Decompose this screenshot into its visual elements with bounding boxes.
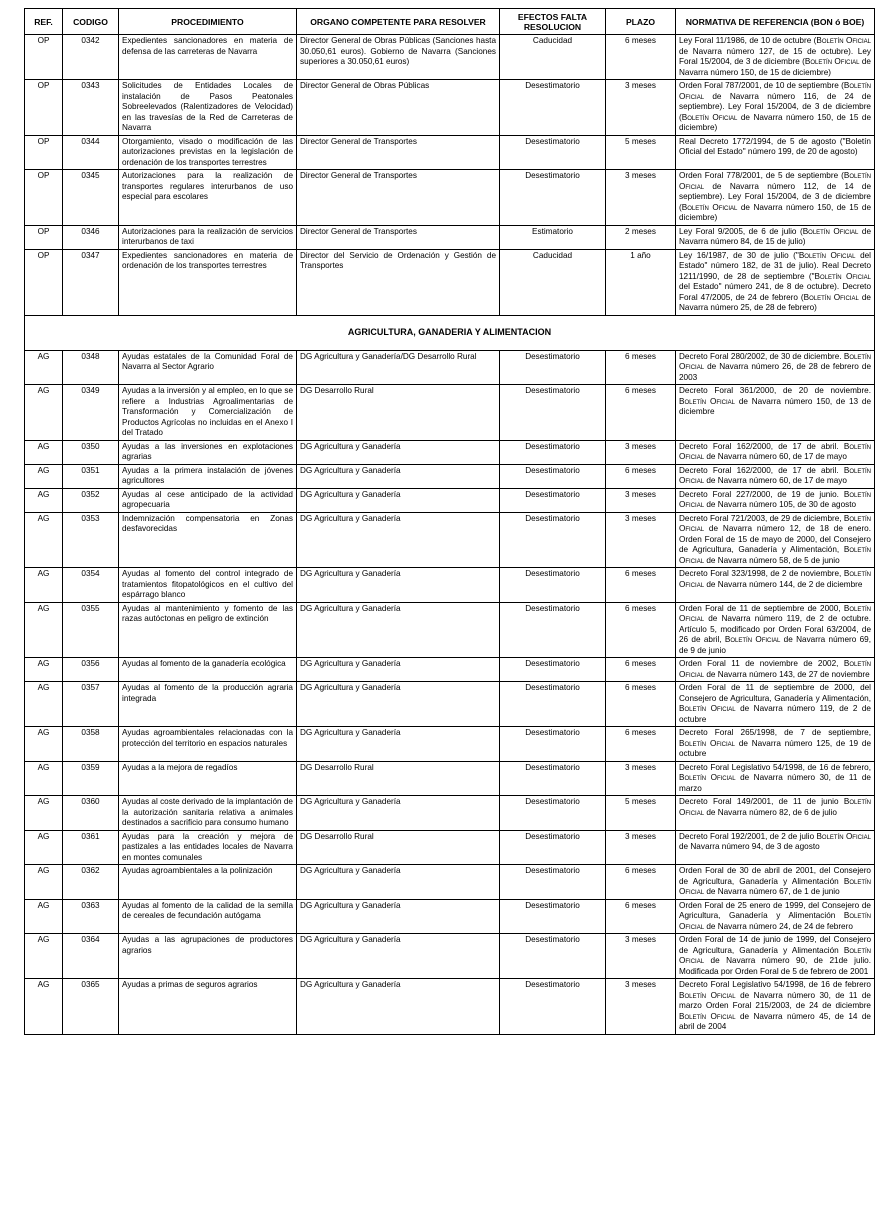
cell-ref: AG <box>25 830 63 865</box>
cell-procedimiento: Ayudas a las inversiones en explotaciones agrarias <box>119 440 297 464</box>
cell-efectos: Desestimatorio <box>500 488 606 512</box>
cell-plazo: 6 meses <box>606 727 676 762</box>
cell-normativa: Real Decreto 1772/1994, de 5 de agosto ("Boletín Oficial del Estado" número 199, de 20 de agosto) <box>676 135 875 170</box>
cell-organo: DG Agricultura y Ganadería <box>297 464 500 488</box>
cell-ref: OP <box>25 249 63 315</box>
cell-plazo: 3 meses <box>606 488 676 512</box>
cell-normativa: Orden Foral 787/2001, de 10 de septiembre (Boletín Oficial de Navarra número 116, de 24 de septiembre). Ley Foral 15/2004, de 3 de diciembre (Boletín Oficial de Navarra número 150, de 15 de diciembre) <box>676 80 875 136</box>
cell-organo: DG Agricultura y Ganadería <box>297 682 500 727</box>
cell-ref: AG <box>25 761 63 796</box>
cell-organo: DG Agricultura y Ganadería <box>297 865 500 900</box>
ag-section-body <box>25 350 875 1034</box>
table-row <box>25 658 875 682</box>
cell-efectos: Desestimatorio <box>500 170 606 226</box>
cell-normativa: Decreto Foral 162/2000, de 17 de abril. Boletín Oficial de Navarra número 60, de 17 de mayo <box>676 464 875 488</box>
cell-efectos: Desestimatorio <box>500 727 606 762</box>
cell-codigo: 0360 <box>63 796 119 831</box>
cell-efectos: Desestimatorio <box>500 80 606 136</box>
cell-codigo: 0357 <box>63 682 119 727</box>
cell-normativa: Orden Foral de 11 de septiembre de 2000, Boletín Oficial de Navarra número 119, de 2 de octubre. Artículo 5, modificado por Orden Foral 63/2004, de 26 de abril, Boletín Oficial de Navarra número 69, de 9 de junio <box>676 602 875 658</box>
cell-procedimiento: Ayudas al fomento del control integrado de tratamientos fitopatológicos en el cultivo del espárrago blanco <box>119 568 297 603</box>
cell-procedimiento: Ayudas al fomento de la producción agraria integrada <box>119 682 297 727</box>
cell-efectos: Desestimatorio <box>500 682 606 727</box>
cell-procedimiento: Autorizaciones para la realización de transportes regulares interurbanos de uso especial para escolares <box>119 170 297 226</box>
table-row <box>25 865 875 900</box>
cell-efectos: Desestimatorio <box>500 899 606 934</box>
cell-codigo: 0344 <box>63 135 119 170</box>
cell-plazo: 6 meses <box>606 35 676 80</box>
cell-efectos: Desestimatorio <box>500 464 606 488</box>
cell-codigo: 0345 <box>63 170 119 226</box>
cell-procedimiento: Expedientes sancionadores en materia de ordenación de los transportes terrestres <box>119 249 297 315</box>
cell-ref: OP <box>25 170 63 226</box>
cell-procedimiento: Solicitudes de Entidades Locales de instalación de Pasos Peatonales Sobreelevados (Ralentizadores de Velocidad) en las travesías de la Red de Carreteras de Navarra <box>119 80 297 136</box>
cell-plazo: 6 meses <box>606 865 676 900</box>
table-row <box>25 727 875 762</box>
cell-efectos: Desestimatorio <box>500 761 606 796</box>
cell-codigo: 0364 <box>63 934 119 979</box>
cell-efectos: Desestimatorio <box>500 385 606 441</box>
table-row <box>25 135 875 170</box>
cell-plazo: 2 meses <box>606 225 676 249</box>
cell-efectos: Desestimatorio <box>500 934 606 979</box>
cell-codigo: 0350 <box>63 440 119 464</box>
cell-plazo: 6 meses <box>606 464 676 488</box>
cell-procedimiento: Otorgamiento, visado o modificación de las autorizaciones previstas en la legislación de ordenación de los transportes terrestres <box>119 135 297 170</box>
table-row <box>25 512 875 568</box>
section-title: AGRICULTURA, GANADERIA Y ALIMENTACION <box>25 315 875 350</box>
cell-procedimiento: Ayudas estatales de la Comunidad Foral de Navarra al Sector Agrario <box>119 350 297 385</box>
table-row <box>25 385 875 441</box>
cell-organo: DG Agricultura y Ganadería <box>297 488 500 512</box>
cell-codigo: 0349 <box>63 385 119 441</box>
cell-ref: AG <box>25 488 63 512</box>
cell-normativa: Orden Foral 778/2001, de 5 de septiembre (Boletín Oficial de Navarra número 112, de 14 de septiembre). Ley Foral 15/2004, de 3 de diciembre (Boletín Oficial de Navarra número 150, de 15 de diciembre) <box>676 170 875 226</box>
cell-codigo: 0361 <box>63 830 119 865</box>
cell-normativa: Decreto Foral 361/2000, de 20 de noviembre. Boletín Oficial de Navarra número 150, de 13 de diciembre <box>676 385 875 441</box>
cell-plazo: 3 meses <box>606 934 676 979</box>
cell-efectos: Desestimatorio <box>500 135 606 170</box>
table-row <box>25 80 875 136</box>
cell-plazo: 1 año <box>606 249 676 315</box>
cell-procedimiento: Ayudas al coste derivado de la implantación de la autorización sanitaria relativa a animales destinados a sacrificio para consumo humano <box>119 796 297 831</box>
cell-procedimiento: Ayudas al mantenimiento y fomento de las razas autóctonas en peligro de extinción <box>119 602 297 658</box>
cell-ref: AG <box>25 682 63 727</box>
cell-ref: AG <box>25 658 63 682</box>
table-row <box>25 979 875 1035</box>
cell-procedimiento: Ayudas a la inversión y al empleo, en lo que se refiere a Industrias Agroalimentarias de Transformación y Comercialización de Productos Agrícolas no incluidas en el Anexo I del Tratado <box>119 385 297 441</box>
header-efectos: EFECTOS FALTA RESOLUCION <box>500 9 606 35</box>
cell-organo: Director General de Transportes <box>297 135 500 170</box>
cell-normativa: Decreto Foral 323/1998, de 2 de noviembre, Boletín Oficial de Navarra número 144, de 2 de diciembre <box>676 568 875 603</box>
cell-ref: AG <box>25 440 63 464</box>
cell-organo: DG Desarrollo Rural <box>297 830 500 865</box>
table-row <box>25 830 875 865</box>
cell-ref: OP <box>25 35 63 80</box>
cell-ref: OP <box>25 135 63 170</box>
cell-ref: AG <box>25 464 63 488</box>
procedures-table <box>24 8 875 1035</box>
cell-ref: AG <box>25 512 63 568</box>
cell-ref: AG <box>25 385 63 441</box>
table-row <box>25 796 875 831</box>
cell-normativa: Decreto Foral 192/2001, de 2 de julio Boletín Oficial de Navarra número 94, de 3 de agosto <box>676 830 875 865</box>
cell-codigo: 0351 <box>63 464 119 488</box>
table-row <box>25 249 875 315</box>
cell-procedimiento: Ayudas agroambientales relacionadas con la protección del territorio en espacios naturales <box>119 727 297 762</box>
cell-procedimiento: Ayudas a las agrupaciones de productores agrarios <box>119 934 297 979</box>
header-plazo: PLAZO <box>606 9 676 35</box>
cell-codigo: 0365 <box>63 979 119 1035</box>
document-page <box>24 8 874 1035</box>
cell-procedimiento: Ayudas al cese anticipado de la actividad agropecuaria <box>119 488 297 512</box>
cell-codigo: 0348 <box>63 350 119 385</box>
table-row <box>25 761 875 796</box>
cell-organo: DG Agricultura y Ganadería/DG Desarrollo Rural <box>297 350 500 385</box>
cell-organo: DG Agricultura y Ganadería <box>297 440 500 464</box>
table-row <box>25 899 875 934</box>
cell-organo: Director del Servicio de Ordenación y Gestión de Transportes <box>297 249 500 315</box>
cell-normativa: Orden Foral de 25 enero de 1999, del Consejero de Agricultura, Ganadería y Alimentación Boletín Oficial de Navarra número 24, de 24 de febrero <box>676 899 875 934</box>
cell-procedimiento: Expedientes sancionadores en materia de defensa de las carreteras de Navarra <box>119 35 297 80</box>
cell-normativa: Decreto Foral 280/2002, de 30 de diciembre. Boletín Oficial de Navarra número 26, de 28 de febrero de 2003 <box>676 350 875 385</box>
table-header <box>25 9 875 35</box>
header-normativa: NORMATIVA DE REFERENCIA (BON ó BOE) <box>676 9 875 35</box>
table-row <box>25 170 875 226</box>
cell-organo: DG Agricultura y Ganadería <box>297 899 500 934</box>
cell-procedimiento: Ayudas a la primera instalación de jóvenes agricultores <box>119 464 297 488</box>
cell-plazo: 3 meses <box>606 979 676 1035</box>
cell-organo: DG Agricultura y Ganadería <box>297 934 500 979</box>
cell-plazo: 3 meses <box>606 512 676 568</box>
cell-ref: AG <box>25 865 63 900</box>
cell-normativa: Decreto Foral 265/1998, de 7 de septiembre, Boletín Oficial de Navarra número 125, de 19 de octubre <box>676 727 875 762</box>
cell-plazo: 3 meses <box>606 80 676 136</box>
cell-ref: AG <box>25 796 63 831</box>
cell-normativa: Decreto Foral Legislativo 54/1998, de 16 de febrero, Boletín Oficial de Navarra número 30, de 11 de marzo <box>676 761 875 796</box>
cell-efectos: Desestimatorio <box>500 512 606 568</box>
cell-ref: AG <box>25 350 63 385</box>
cell-codigo: 0354 <box>63 568 119 603</box>
cell-codigo: 0342 <box>63 35 119 80</box>
cell-codigo: 0359 <box>63 761 119 796</box>
cell-efectos: Caducidad <box>500 35 606 80</box>
cell-ref: OP <box>25 80 63 136</box>
cell-efectos: Desestimatorio <box>500 796 606 831</box>
cell-plazo: 5 meses <box>606 135 676 170</box>
cell-ref: AG <box>25 602 63 658</box>
cell-codigo: 0356 <box>63 658 119 682</box>
cell-organo: Director General de Obras Públicas <box>297 80 500 136</box>
cell-codigo: 0352 <box>63 488 119 512</box>
cell-normativa: Ley Foral 9/2005, de 6 de julio (Boletín Oficial de Navarra número 84, de 15 de julio) <box>676 225 875 249</box>
cell-plazo: 3 meses <box>606 440 676 464</box>
cell-ref: AG <box>25 934 63 979</box>
cell-efectos: Caducidad <box>500 249 606 315</box>
header-organo: ORGANO COMPETENTE PARA RESOLVER <box>297 9 500 35</box>
table-row <box>25 35 875 80</box>
cell-plazo: 6 meses <box>606 899 676 934</box>
cell-ref: AG <box>25 568 63 603</box>
cell-efectos: Desestimatorio <box>500 865 606 900</box>
cell-ref: AG <box>25 727 63 762</box>
cell-procedimiento: Ayudas a la mejora de regadíos <box>119 761 297 796</box>
cell-procedimiento: Ayudas a primas de seguros agrarios <box>119 979 297 1035</box>
header-codigo: CODIGO <box>63 9 119 35</box>
cell-efectos: Desestimatorio <box>500 440 606 464</box>
cell-procedimiento: Ayudas para la creación y mejora de pastizales a las entidades locales de Navarra en montes comunales <box>119 830 297 865</box>
cell-procedimiento: Ayudas al fomento de la calidad de la semilla de cereales de fecundación autógama <box>119 899 297 934</box>
cell-codigo: 0363 <box>63 899 119 934</box>
cell-plazo: 6 meses <box>606 385 676 441</box>
cell-efectos: Desestimatorio <box>500 350 606 385</box>
cell-plazo: 5 meses <box>606 796 676 831</box>
cell-plazo: 6 meses <box>606 350 676 385</box>
cell-codigo: 0353 <box>63 512 119 568</box>
cell-procedimiento: Autorizaciones para la realización de servicios interurbanos de taxi <box>119 225 297 249</box>
cell-plazo: 3 meses <box>606 170 676 226</box>
table-row <box>25 682 875 727</box>
cell-efectos: Desestimatorio <box>500 830 606 865</box>
cell-plazo: 3 meses <box>606 830 676 865</box>
cell-efectos: Estimatorio <box>500 225 606 249</box>
cell-organo: DG Agricultura y Ganadería <box>297 796 500 831</box>
cell-codigo: 0362 <box>63 865 119 900</box>
cell-codigo: 0346 <box>63 225 119 249</box>
cell-normativa: Orden Foral de 11 de septiembre de 2000, del Consejero de Agricultura, Ganadería y Alimentación, Boletín Oficial de Navarra número 119, de 2 de octubre <box>676 682 875 727</box>
cell-efectos: Desestimatorio <box>500 568 606 603</box>
cell-organo: DG Desarrollo Rural <box>297 385 500 441</box>
cell-organo: Director General de Transportes <box>297 170 500 226</box>
cell-procedimiento: Indemnización compensatoria en Zonas desfavorecidas <box>119 512 297 568</box>
cell-organo: DG Agricultura y Ganadería <box>297 568 500 603</box>
cell-procedimiento: Ayudas agroambientales a la polinización <box>119 865 297 900</box>
cell-codigo: 0343 <box>63 80 119 136</box>
cell-procedimiento: Ayudas al fomento de la ganadería ecológica <box>119 658 297 682</box>
cell-plazo: 6 meses <box>606 658 676 682</box>
cell-normativa: Ley Foral 11/1986, de 10 de octubre (Boletín Oficial de Navarra número 127, de 15 de octubre). Ley Foral 15/2004, de 3 de diciembre (Boletín Oficial de Navarra número 150, de 15 de diciembre) <box>676 35 875 80</box>
cell-codigo: 0355 <box>63 602 119 658</box>
table-row <box>25 934 875 979</box>
cell-normativa: Orden Foral 11 de noviembre de 2002, Boletín Oficial de Navarra número 143, de 27 de noviembre <box>676 658 875 682</box>
cell-organo: DG Agricultura y Ganadería <box>297 979 500 1035</box>
table-row <box>25 350 875 385</box>
cell-normativa: Orden Foral de 14 de junio de 1999, del Consejero de Agricultura, Ganadería y Alimentación Boletín Oficial de Navarra número 90, de 21de julio. Modificada por Orden Foral de 5 de febrero de 2001 <box>676 934 875 979</box>
header-procedimiento: PROCEDIMIENTO <box>119 9 297 35</box>
header-ref: REF. <box>25 9 63 35</box>
cell-organo: DG Agricultura y Ganadería <box>297 512 500 568</box>
table-row <box>25 464 875 488</box>
cell-organo: DG Agricultura y Ganadería <box>297 658 500 682</box>
cell-ref: AG <box>25 979 63 1035</box>
cell-organo: DG Agricultura y Ganadería <box>297 602 500 658</box>
cell-normativa: Decreto Foral 149/2001, de 11 de junio Boletín Oficial de Navarra número 82, de 6 de julio <box>676 796 875 831</box>
cell-normativa: Decreto Foral Legislativo 54/1998, de 16 de febrero Boletín Oficial de Navarra número 30, de 11 de marzo Orden Foral 215/2003, de 24 de diciembre Boletín Oficial de Navarra número 45, de 14 de abril de 2004 <box>676 979 875 1035</box>
cell-organo: DG Desarrollo Rural <box>297 761 500 796</box>
cell-normativa: Decreto Foral 721/2003, de 29 de diciembre, Boletín Oficial de Navarra número 12, de 18 de enero. Orden Foral de 15 de mayo de 2000, del Consejero de Agricultura, Ganadería y Alimentación, Boletín Oficial de Navarra número 58, de 5 de junio <box>676 512 875 568</box>
table-row <box>25 225 875 249</box>
cell-normativa: Decreto Foral 227/2000, de 19 de junio. Boletín Oficial de Navarra número 105, de 30 de agosto <box>676 488 875 512</box>
section-divider <box>25 315 875 350</box>
cell-organo: Director General de Obras Públicas (Sanciones hasta 30.050,61 euros). Gobierno de Navarra (Sanciones superiores a 30.050,61 euros) <box>297 35 500 80</box>
cell-normativa: Orden Foral de 30 de abril de 2001, del Consejero de Agricultura, Ganadería y Alimentación Boletín Oficial de Navarra número 67, de 1 de junio <box>676 865 875 900</box>
cell-normativa: Ley 16/1987, de 30 de julio ("Boletín Oficial del Estado" número 182, de 31 de julio). Real Decreto 1211/1990, de 28 de septiembre ("Boletín Oficial del Estado" número 241, de 8 de octubre). Decreto Foral 47/2005, de 24 de febrero (Boletín Oficial de Navarra número 25, de 28 de febrero) <box>676 249 875 315</box>
cell-ref: AG <box>25 899 63 934</box>
table-row <box>25 602 875 658</box>
cell-codigo: 0347 <box>63 249 119 315</box>
cell-plazo: 3 meses <box>606 761 676 796</box>
op-section-body <box>25 35 875 316</box>
cell-efectos: Desestimatorio <box>500 979 606 1035</box>
cell-plazo: 6 meses <box>606 568 676 603</box>
table-row <box>25 488 875 512</box>
cell-codigo: 0358 <box>63 727 119 762</box>
cell-plazo: 6 meses <box>606 602 676 658</box>
cell-efectos: Desestimatorio <box>500 658 606 682</box>
cell-organo: DG Agricultura y Ganadería <box>297 727 500 762</box>
table-row <box>25 568 875 603</box>
cell-normativa: Decreto Foral 162/2000, de 17 de abril. Boletín Oficial de Navarra número 60, de 17 de mayo <box>676 440 875 464</box>
cell-organo: Director General de Transportes <box>297 225 500 249</box>
cell-efectos: Desestimatorio <box>500 602 606 658</box>
cell-plazo: 6 meses <box>606 682 676 727</box>
cell-ref: OP <box>25 225 63 249</box>
table-row <box>25 440 875 464</box>
